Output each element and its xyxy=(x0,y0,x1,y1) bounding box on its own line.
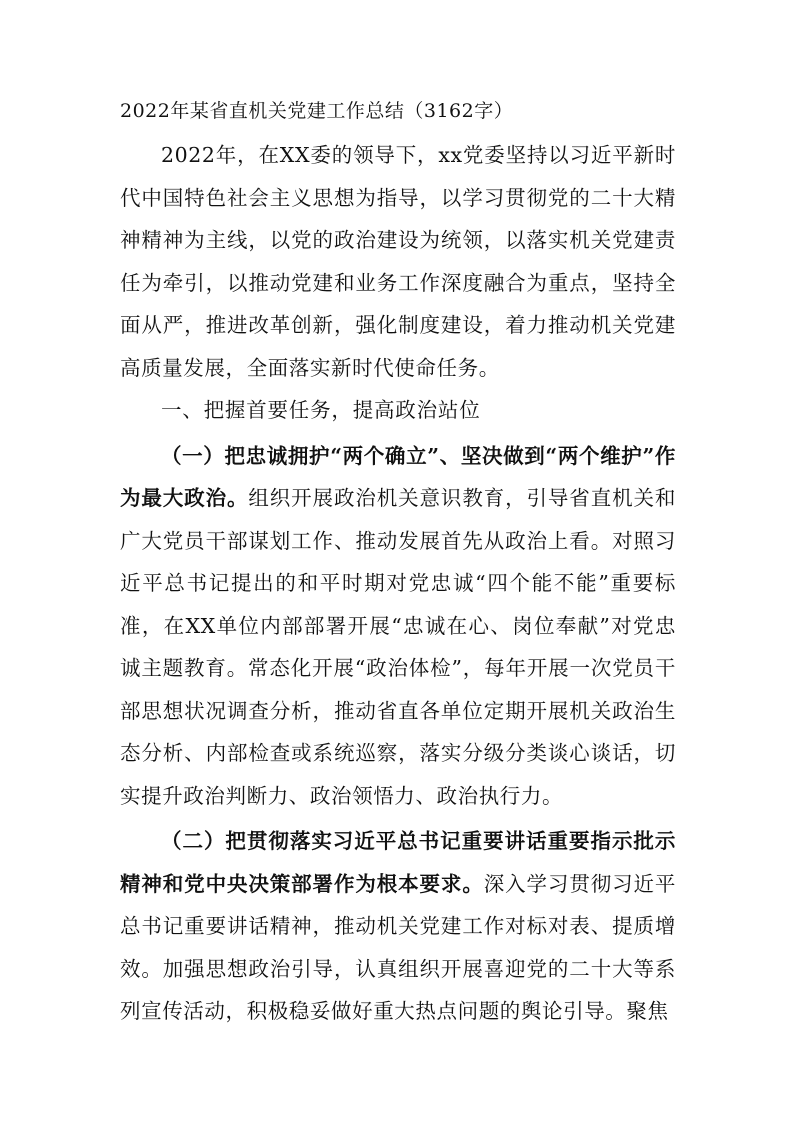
intro-paragraph-text: 2022年，在XX委的领导下，xx党委坚持以习近平新时代中国特色社会主义思想为指导，以学习贯彻党的二十大精神精神为主线，以党的政治建设为统领，以落实机关党建责任为牵引，以推动党建和业务工作深度融合为重点，坚持全面从严，推进改革创新，强化制度建设，着力推动机关党建高质量发展，全面落实新时代使命任务。 xyxy=(120,143,676,380)
subsection-paragraph-2 xyxy=(120,820,676,1033)
intro-paragraph xyxy=(120,134,676,389)
section-heading-1 xyxy=(120,389,676,432)
subsection-paragraph-1 xyxy=(120,435,676,818)
subsection-2-text: 深入学习贯彻习近平总书记重要讲话精神，推动机关党建工作对标对表、提质增效。加强思想政治引导，认真组织开展喜迎党的二十大等系列宣传活动，积极稳妥做好重大热点问题的舆论引导。聚焦 xyxy=(120,871,676,1023)
subsection-2-lead: （二）把贯彻落实习近平总书记重要讲话重要指示批示精神和党中央决策部署作为根本要求。 xyxy=(120,829,676,896)
document-body xyxy=(120,92,676,1033)
subsection-1-text: 组织开展政治机关意识教育，引导省直机关和广大党员干部谋划工作、推动发展首先从政治上看。对照习近平总书记提出的和平时期对党忠诚“四个能不能”重要标准，在XX单位内部部署开展“忠诚在心、岗位奉献”对党忠诚主题教育。常态化开展“政治体检”，每年开展一次党员干部思想状况调查分析，推动省直各单位定期开展机关政治生态分析、内部检查或系统巡察，落实分级分类谈心谈话，切实提升政治判断力、政治领悟力、政治执行力。 xyxy=(120,486,676,808)
subsection-1-lead: （一）把忠诚拥护“两个确立”、坚决做到“两个维护”作为最大政治。 xyxy=(120,443,676,510)
document-title: 2022年某省直机关党建工作总结（3162字） xyxy=(120,100,514,122)
section-heading-1-text: 一、把握首要任务，提高政治站位 xyxy=(161,398,481,422)
